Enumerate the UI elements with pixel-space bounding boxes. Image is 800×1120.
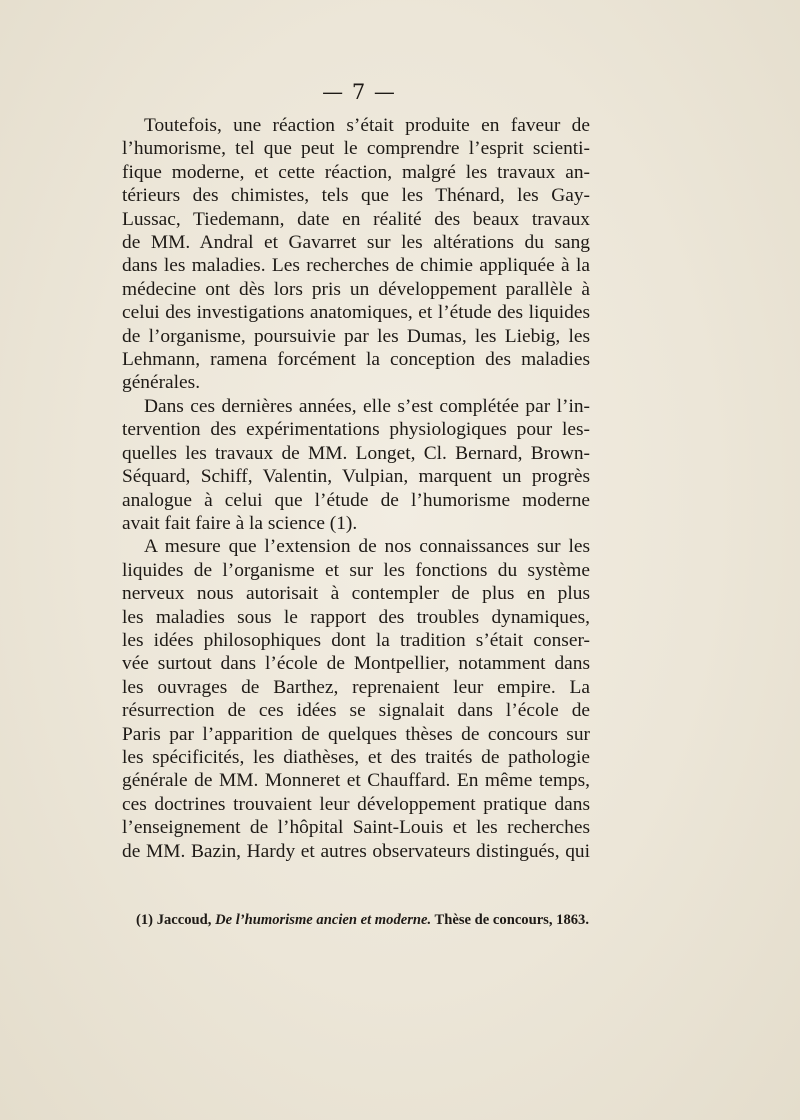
text-line: Dans ces dernières années, elle s’est complétée par l’in-: [144, 395, 590, 417]
text-line: Lehmann, ramena forcément la conception des maladies: [122, 349, 590, 371]
text-line: l’humorisme, tel que peut le comprendre l’esprit scienti-: [122, 138, 590, 160]
text-line: les idées philosophiques dont la tradition s’était conser-: [122, 629, 590, 651]
text-line: celui des investigations anatomiques, et l’étude des liquides: [122, 302, 590, 324]
text-line: avait fait faire à la science (1).: [122, 512, 358, 534]
text-line: analogue à celui que l’étude de l’humorisme moderne: [122, 489, 590, 511]
text-line: liquides de l’organisme et sur les fonctions du système: [122, 559, 590, 581]
text-line: tervention des expérimentations physiologiques pour les-: [122, 419, 590, 441]
text-line: quelles les travaux de MM. Longet, Cl. Bernard, Brown-: [122, 442, 590, 464]
text-line: ces doctrines trouvaient leur développement pratique dans: [122, 793, 590, 815]
text-line: médecine ont dès lors pris un développement parallèle à: [122, 278, 590, 300]
footnote-title: De l’humorisme ancien et moderne.: [215, 912, 432, 928]
text-line: générale de MM. Monneret et Chauffard. En même temps,: [122, 770, 590, 792]
text-line: les maladies sous le rapport des troubles dynamiques,: [122, 606, 590, 628]
text-line: de MM. Bazin, Hardy et autres observateurs distingués, qui: [122, 840, 590, 862]
footnote-author: Jaccoud,: [156, 912, 212, 928]
text-line: résurrection de ces idées se signalait dans l’école de: [122, 700, 590, 722]
text-line: térieurs des chimistes, tels que les Thénard, les Gay-: [122, 185, 590, 207]
text-line: Séquard, Schiff, Valentin, Vulpian, marquent un progrès: [122, 466, 590, 488]
footnote: [136, 910, 596, 930]
text-line: de MM. Andral et Gavarret sur les altérations du sang: [122, 232, 590, 254]
text-line: les spécificités, les diathèses, et des traités de pathologie: [122, 746, 590, 768]
footnote-marker: (1): [136, 912, 154, 928]
text-line: fique moderne, et cette réaction, malgré les travaux an-: [122, 161, 590, 183]
page-number: — 7 —: [322, 80, 396, 104]
text-line: générales.: [122, 372, 201, 394]
footnote-rest: Thèse de concours, 1863.: [434, 912, 589, 928]
text-line: Lussac, Tiedemann, date en réalité des beaux travaux: [122, 208, 590, 230]
text-line: nerveux nous autorisait à contempler de plus en plus: [122, 583, 590, 605]
text-line: de l’organisme, poursuivie par les Dumas, les Liebig, les: [122, 325, 590, 347]
body-text: [122, 114, 590, 863]
text-line: vée surtout dans l’école de Montpellier, notamment dans: [122, 653, 590, 675]
text-line: Paris par l’apparition de quelques thèses de concours sur: [122, 723, 590, 745]
text-line: A mesure que l’extension de nos connaissances sur les: [144, 536, 590, 558]
text-line: les ouvrages de Barthez, reprenaient leur empire. La: [122, 676, 590, 698]
text-line: Toutefois, une réaction s’était produite en faveur de: [144, 115, 590, 136]
text-line: l’enseignement de l’hôpital Saint-Louis et les recherches: [122, 817, 590, 839]
text-line: dans les maladies. Les recherches de chimie appliquée à la: [122, 255, 590, 277]
